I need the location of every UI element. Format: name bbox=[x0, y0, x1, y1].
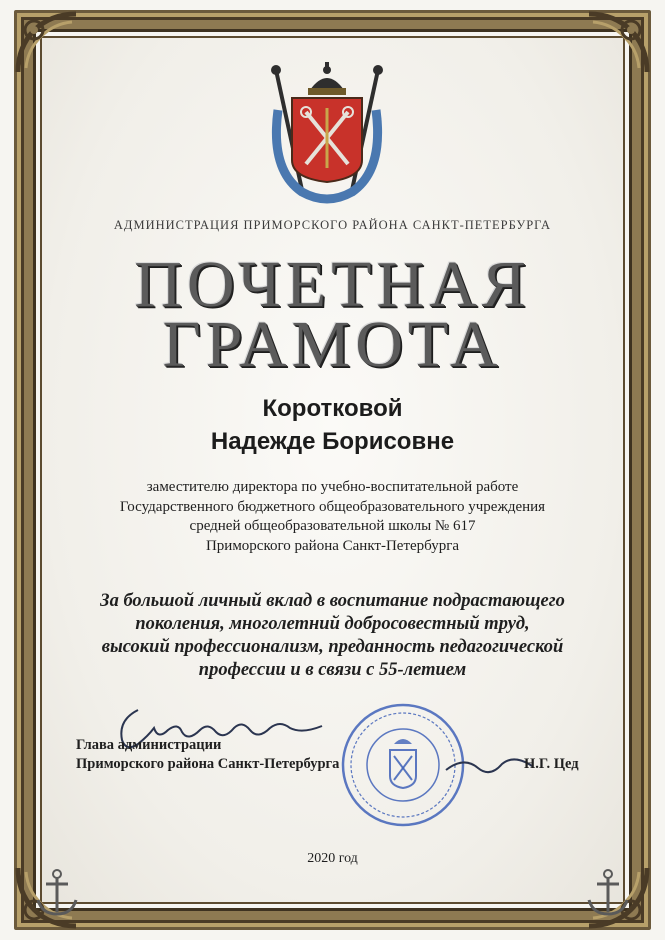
signatory-name: Н.Г. Цед bbox=[524, 756, 579, 772]
signatory-title-line2: Приморского района Санкт-Петербурга bbox=[76, 756, 340, 772]
position-line: Государственного бюджетного общеобразовательного учреждения bbox=[119, 498, 546, 515]
administration-heading: АДМИНИСТРАЦИЯ ПРИМОРСКОГО РАЙОНА САНКТ-ПЕТЕРБУРГА bbox=[113, 218, 552, 232]
recipient-surname: Коротковой bbox=[262, 395, 403, 422]
award-reason bbox=[0, 590, 665, 682]
signatory-title-line1: Глава администрации bbox=[76, 737, 222, 753]
anchor-icon bbox=[34, 868, 80, 918]
reason-line: За большой личный вклад в воспитание подрастающего bbox=[100, 591, 565, 611]
corner-ornament-icon bbox=[12, 8, 82, 78]
reason-line: высокий профессионализм, преданность педагогической bbox=[101, 637, 564, 657]
signature-flourish-icon bbox=[444, 752, 534, 782]
anchor-icon bbox=[585, 868, 631, 918]
certificate-title-line2: ГРАМОТА bbox=[162, 308, 503, 381]
coat-of-arms-icon bbox=[262, 60, 392, 210]
position-line: Приморского района Санкт-Петербурга bbox=[205, 537, 460, 554]
recipient-name: Надежде Борисовне bbox=[210, 428, 455, 455]
reason-line: профессии и в связи с 55-летием bbox=[198, 660, 467, 680]
certificate-title-line1: ПОЧЕТНАЯ bbox=[134, 248, 531, 321]
recipient-position bbox=[0, 478, 665, 556]
position-line: средней общеобразовательной школы № 617 bbox=[189, 518, 476, 534]
position-line: заместителю директора по учебно-воспитательной работе bbox=[146, 479, 519, 495]
issue-year: 2020 год bbox=[307, 851, 358, 866]
corner-ornament-icon bbox=[583, 8, 653, 78]
reason-line: поколения, многолетний добросовестный труд, bbox=[135, 614, 530, 634]
